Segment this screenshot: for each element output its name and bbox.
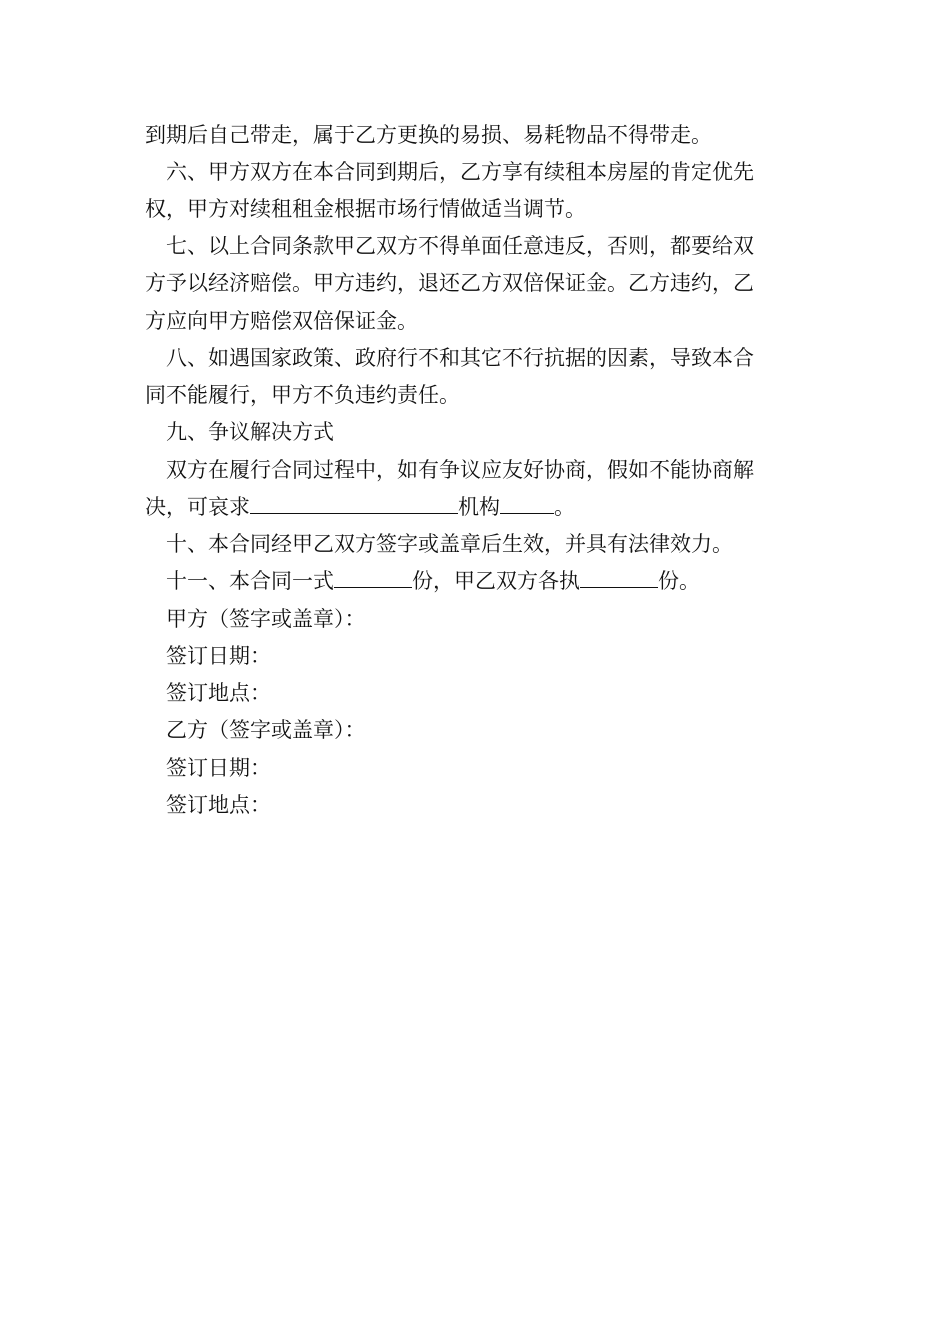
clause-7-line-1: 七、以上合同条款甲乙双方不得单面任意违反，否则，都要给双 bbox=[166, 234, 754, 258]
clause-9-heading: 九、争议解决方式 bbox=[166, 420, 334, 444]
clause-10: 十、本合同经甲乙双方签字或盖章后生效，并具有法律效力。 bbox=[166, 532, 733, 556]
clause-8-line-1: 八、如遇国家政策、政府行不和其它不行抗据的因素，导致本合 bbox=[166, 346, 754, 370]
party-a-signature-label: 甲方（签字或盖章）： bbox=[166, 607, 366, 631]
clause-9-line-1: 双方在履行合同过程中，如有争议应友好协商，假如不能协商解 bbox=[166, 458, 754, 482]
clause-9-text-b: 机构 bbox=[458, 495, 500, 519]
clause-8-line-2: 同不能履行，甲方不负违约责任。 bbox=[145, 383, 460, 407]
clause-9-line-2 bbox=[145, 493, 575, 521]
arbitration-institution-blank bbox=[250, 495, 458, 514]
party-b-date-label: 签订日期： bbox=[166, 756, 271, 780]
party-b-place-label: 签订地点： bbox=[166, 793, 271, 817]
clause-11-text-b: 份，甲乙双方各执 bbox=[412, 569, 580, 593]
party-a-place-label: 签订地点： bbox=[166, 681, 271, 705]
clause-7-line-2: 方予以经济赔偿。甲方违约，退还乙方双倍保证金。乙方违约，乙 bbox=[145, 271, 754, 295]
copies-total-blank bbox=[334, 569, 412, 588]
clause-5-ending: 到期后自己带走，属于乙方更换的易损、易耗物品不得带走。 bbox=[145, 123, 712, 147]
institution-name-blank bbox=[500, 495, 554, 514]
clause-9-text-c: 。 bbox=[554, 495, 575, 519]
party-b-signature-label: 乙方（签字或盖章）： bbox=[166, 718, 366, 742]
clause-11-text-c: 份。 bbox=[658, 569, 700, 593]
clause-11-text-a: 十一、本合同一式 bbox=[166, 569, 334, 593]
party-a-date-label: 签订日期： bbox=[166, 644, 271, 668]
clause-9-text-a: 决，可哀求 bbox=[145, 495, 250, 519]
copies-each-blank bbox=[580, 569, 658, 588]
clause-7-line-3: 方应向甲方赔偿双倍保证金。 bbox=[145, 309, 418, 333]
clause-6-line-1: 六、甲方双方在本合同到期后，乙方享有续租本房屋的肯定优先 bbox=[166, 160, 754, 184]
clause-6-line-2: 权，甲方对续租租金根据市场行情做适当调节。 bbox=[145, 197, 586, 221]
clause-11 bbox=[166, 567, 700, 595]
